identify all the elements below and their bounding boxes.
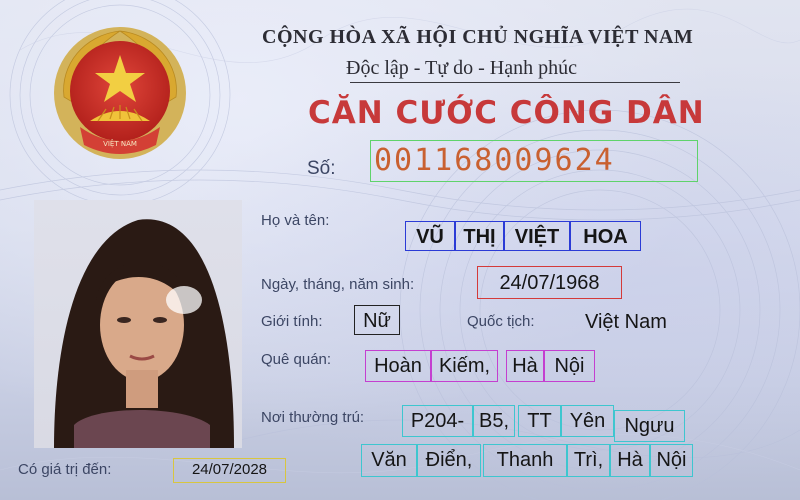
id-number: 001168009624 (370, 140, 698, 182)
residence-token: B5, (473, 405, 515, 437)
hometown-label: Quê quán: (261, 351, 332, 368)
name-token: VŨ (405, 221, 455, 251)
residence-token: Nội (650, 444, 693, 477)
hometown-token: Hoàn (365, 350, 431, 382)
name-token: VIỆT (504, 221, 570, 251)
portrait-photo (34, 200, 242, 448)
dob-value: 24/07/1968 (477, 266, 622, 299)
dob-label: Ngày, tháng, năm sinh: (261, 276, 415, 293)
residence-label: Nơi thường trú: (261, 409, 365, 426)
residence-token: Văn (361, 444, 417, 477)
country-heading: CỘNG HÒA XÃ HỘI CHỦ NGHĨA VIỆT NAM (262, 26, 694, 48)
motto: Độc lập - Tự do - Hạnh phúc (346, 57, 577, 79)
residence-token: Trì, (567, 444, 610, 477)
expiry-value: 24/07/2028 (173, 458, 286, 483)
residence-token: Yên (561, 405, 614, 437)
sex-label: Giới tính: (261, 313, 323, 330)
residence-token: Ngưu (614, 410, 685, 442)
emblem-text: VIỆT NAM (103, 140, 137, 148)
name-label: Họ và tên: (261, 212, 330, 229)
hometown-token: Kiếm, (431, 350, 498, 382)
hometown-token: Hà (506, 350, 544, 382)
nationality-label: Quốc tịch: (467, 313, 535, 330)
nationality-value: Việt Nam (585, 311, 667, 333)
national-emblem-icon (50, 25, 190, 165)
expiry-label: Có giá trị đến: (18, 461, 112, 478)
residence-token: P204- (402, 405, 473, 437)
motto-underline (350, 82, 680, 83)
residence-token: TT (518, 405, 561, 437)
residence-token: Hà (610, 444, 650, 477)
residence-token: Điển, (417, 444, 481, 477)
sex-value: Nữ (354, 305, 400, 335)
name-token: HOA (570, 221, 641, 251)
residence-token: Thanh (483, 444, 567, 477)
hometown-token: Nội (544, 350, 595, 382)
name-token: THỊ (455, 221, 504, 251)
number-label: Số: (307, 158, 336, 179)
card-title: CĂN CƯỚC CÔNG DÂN (308, 95, 705, 131)
